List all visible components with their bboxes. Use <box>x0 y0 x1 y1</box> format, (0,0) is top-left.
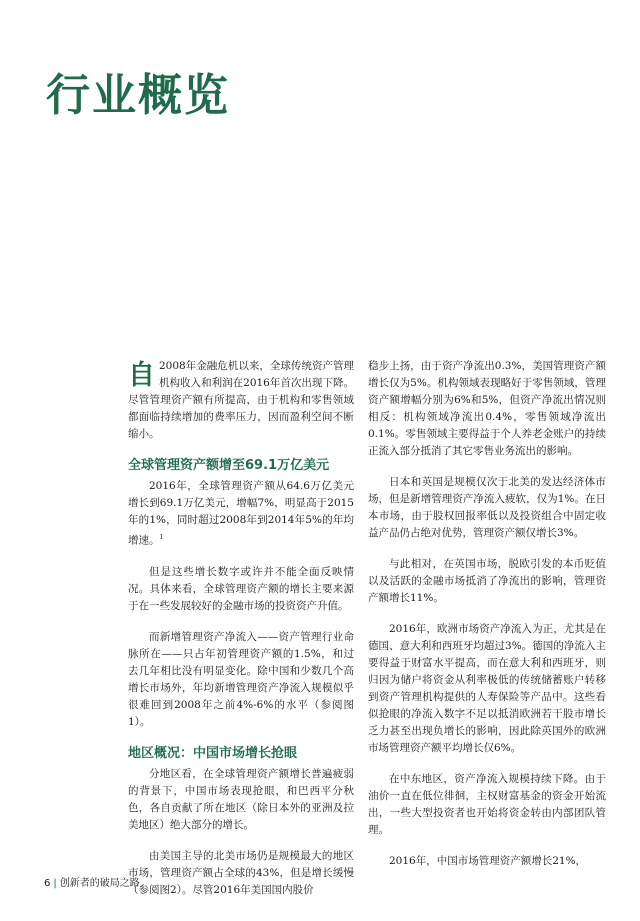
section-heading-regional-overview: 地区概况：中国市场增长抢眼 <box>128 745 298 761</box>
page-title: 行业概览 <box>46 70 230 121</box>
footnote-marker: 1 <box>159 534 164 541</box>
section2-paragraph-1: 分地区看，在全球管理资产额增长普遍疲弱的背景下，中国市场表现抢眼，和巴西平分秋色，各自贡献了所在地区（除日本外的亚洲及拉美地区）绝大部分的增长。 <box>128 767 354 831</box>
right-paragraph-3: 与此相对，在英国市场，脱欧引发的本币贬值以及活跃的金融市场抵消了净流出的影响，管理资产额增长11%。 <box>368 558 606 604</box>
page-footer <box>44 874 140 889</box>
section1-paragraph-1: 2016年，全球管理资产额从64.6万亿美元增长到69.1万亿美元，增幅7%，明显高于2015年的1%，同时超过2008年到2014年5%的年均增速。$^1$ <box>128 480 354 547</box>
right-paragraph-2: 日本和英国是规模仅次于北美的发达经济体市场，但是新增管理资产净流入疲软，仅为1%。在日本市场，由于股权回报率低以及投资组合中固定收益产品仍占绝对优势，管理资产额仅增长3%。 <box>368 476 606 539</box>
right-column <box>368 358 606 884</box>
right-paragraph-6: 2016年，中国市场管理资产额增长21%， <box>389 855 587 867</box>
intro-paragraph <box>128 358 354 443</box>
intro-text: 2008年金融危机以来，全球传统资产管理机构收入和利润在2016年首次出现下降。尽管管理资产额有所提高，由于机构和零售领域都面临持续增加的费率压力，因而盈利空间不断缩小。 <box>128 360 354 440</box>
section2-paragraph-2: 由美国主导的北美市场仍是规模最大的地区市场，管理资产额占全球的43%，但是增长缓慢（参阅图2）。尽管2016年美国国内股价 <box>128 849 354 896</box>
section1-paragraph-2: 但是这些增长数字或许并不能全面反映情况。具体来看，全球管理资产额的增长主要来源于在一些发展较好的金融市场的投资资产升值。 <box>128 565 354 612</box>
page-number: 6 <box>44 878 51 889</box>
footer-separator: | <box>53 878 57 889</box>
right-paragraph-4: 2016年，欧洲市场资产净流入为正，尤其是在德国、意大利和西班牙均超过3%。德国的净流入主要得益于财富水平提高，而在意大利和西班牙，则归因为储户将资金从利率极低的传统储蓄账户转移到资产管理机构提供的人寿保险等产品中。这些看似抢眼的净流入数字不足以抵消欧洲若干股市增长乏力甚至出现负增长的影响，因此除英国外的欧洲市场管理资产额平均增长仅6%。 <box>368 623 606 754</box>
section-heading-global-aum: 全球管理资产额增至69.1万亿美元 <box>128 458 330 473</box>
drop-cap: 自 <box>128 360 155 391</box>
publication-title: 创新者的破局之路 <box>59 878 140 889</box>
left-column <box>128 358 354 913</box>
right-paragraph-1: 稳步上扬，由于资产净流出0.3%，美国管理资产额增长仅为5%。机构领域表现略好于零售领域，管理资产额增幅分别为6%和5%，但资产净流出情况则相反：机构领域净流出0.4%，零售领域净流出0.1%。零售领域主要得益于个人养老金账户的持续正流入部分抵消了其它零售业务流出的影响。 <box>368 360 606 457</box>
section1-paragraph-3: 而新增管理资产净流入——资产管理行业命脉所在——只占年初管理资产额的1.5%，和过去几年相比没有明显变化。除中国和少数几个高增长市场外，年均新增管理资产净流入规模似乎很难回到2008年之前4%-6%的水平（参阅图1）。 <box>128 630 354 728</box>
right-paragraph-5: 在中东地区，资产净流入规模持续下降。由于油价一直在低位徘徊，主权财富基金的资金开始流出，一些大型投资者也开始将资金转由内部团队管理。 <box>368 773 606 836</box>
